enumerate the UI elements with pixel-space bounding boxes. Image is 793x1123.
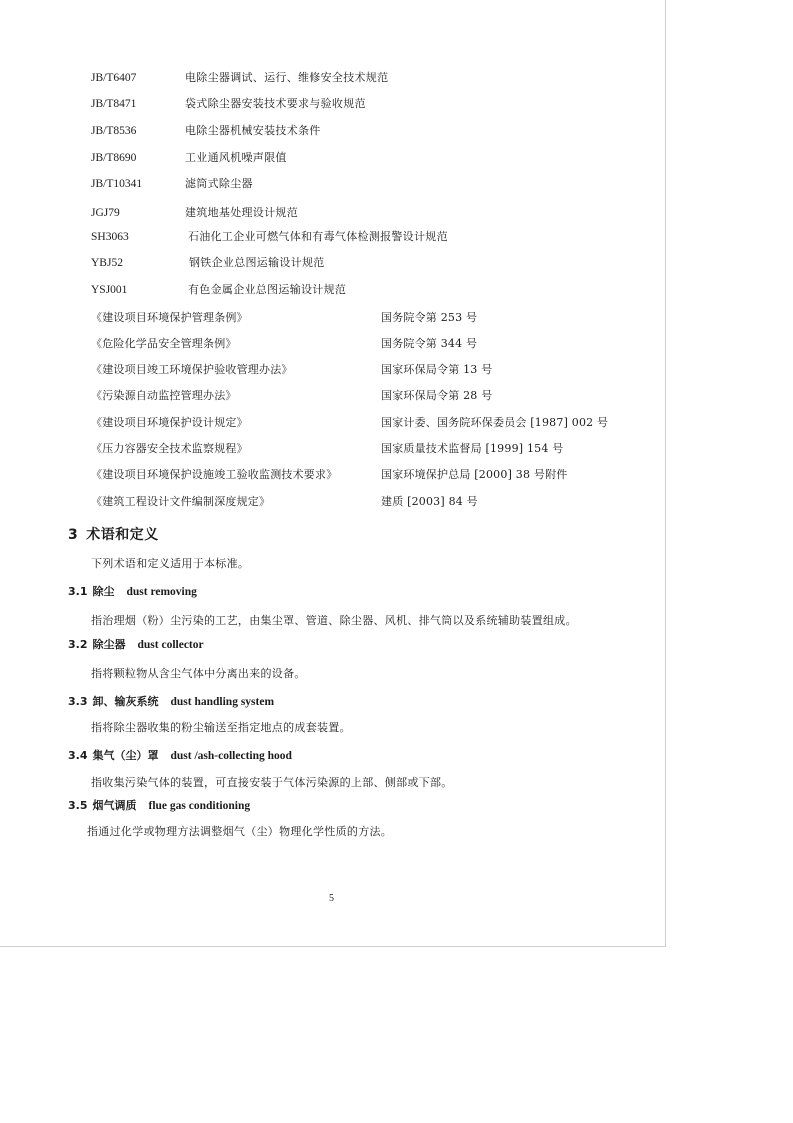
term-number: 3.2 (68, 638, 88, 651)
term-cn: 烟气调质 (92, 799, 137, 812)
regulation-name: 《建设项目竣工环境保护验收管理办法》 (91, 363, 293, 376)
term-cn: 除尘器 (92, 638, 126, 651)
regulation-issuer: 国家环境保护总局 [2000] 38 号附件 (381, 468, 568, 481)
term-number: 3.5 (68, 799, 88, 812)
regulation-name: 《压力容器安全技术监察规程》 (91, 442, 248, 455)
section-title: 术语和定义 (86, 527, 159, 543)
regulation-issuer: 国家计委、国务院环保委员会 [1987] 002 号 (381, 416, 609, 429)
standard-title: 工业通风机噪声限值 (185, 151, 287, 164)
regulation-issuer: 国务院令第 253 号 (381, 311, 478, 324)
standard-title: 电除尘器机械安装技术条件 (185, 124, 321, 137)
term-definition: 指通过化学或物理方法调整烟气（尘）物理化学性质的方法。 (87, 825, 393, 838)
standard-title: 有色金属企业总图运输设计规范 (188, 283, 347, 296)
regulation-issuer: 国家环保局令第 13 号 (381, 363, 493, 376)
standard-code: JB/T8536 (91, 125, 137, 137)
term-definition: 指将除尘器收集的粉尘输送至指定地点的成套装置。 (91, 721, 351, 734)
standard-code: JB/T8690 (91, 152, 137, 164)
standard-title: 滤筒式除尘器 (185, 177, 253, 190)
term-en: dust /ash-collecting hood (170, 750, 292, 762)
term-heading (68, 797, 250, 813)
standard-code: SH3063 (91, 231, 129, 243)
section-heading (68, 524, 159, 544)
regulation-name: 《危险化学品安全管理条例》 (91, 337, 237, 350)
term-definition: 指将颗粒物从含尘气体中分离出来的设备。 (91, 667, 306, 680)
term-heading (68, 747, 292, 763)
term-cn: 集气（尘）罩 (92, 749, 159, 762)
regulation-name: 《建筑工程设计文件编制深度规定》 (91, 495, 271, 508)
term-definition: 指治理烟（粉）尘污染的工艺，由集尘罩、管道、除尘器、风机、排气筒以及系统辅助装置组成。 (91, 614, 577, 627)
standard-code: JGJ79 (91, 207, 120, 219)
term-en: flue gas conditioning (148, 800, 251, 812)
standard-title: 电除尘器调试、运行、维修安全技术规范 (185, 71, 389, 84)
regulation-issuer: 国务院令第 344 号 (381, 337, 478, 350)
term-cn: 除尘 (92, 585, 115, 598)
standard-title: 袋式除尘器安装技术要求与验收规范 (185, 97, 366, 110)
term-heading (68, 693, 274, 709)
standard-title: 建筑地基处理设计规范 (185, 206, 298, 219)
page-number: 5 (329, 893, 334, 904)
term-number: 3.4 (68, 749, 88, 762)
standard-code: YBJ52 (91, 257, 123, 269)
section-number: 3 (68, 527, 79, 543)
term-heading (68, 636, 204, 652)
regulation-name: 《建设项目环境保护管理条例》 (91, 311, 248, 324)
regulation-name: 《污染源自动监控管理办法》 (91, 389, 237, 402)
term-number: 3.3 (68, 695, 88, 708)
term-en: dust removing (126, 586, 197, 598)
term-heading (68, 583, 197, 599)
regulation-name: 《建设项目环境保护设施竣工验收监测技术要求》 (91, 468, 338, 481)
term-definition: 指收集污染气体的装置，可直接安装于气体污染源的上部、侧部或下部。 (91, 776, 453, 789)
section-intro: 下列术语和定义适用于本标准。 (91, 557, 250, 570)
term-cn: 卸、输灰系统 (92, 695, 159, 708)
regulation-issuer: 建质 [2003] 84 号 (381, 495, 478, 508)
term-en: dust collector (137, 639, 204, 651)
standard-code: YSJ001 (91, 284, 128, 296)
standard-code: JB/T6407 (91, 72, 137, 84)
standard-code: JB/T10341 (91, 178, 143, 190)
standard-title: 石油化工企业可燃气体和有毒气体检测报警设计规范 (188, 230, 448, 243)
standard-title: 钢铁企业总图运输设计规范 (189, 256, 325, 269)
regulation-name: 《建设项目环境保护设计规定》 (91, 416, 248, 429)
term-number: 3.1 (68, 585, 88, 598)
term-en: dust handling system (170, 696, 275, 708)
regulation-issuer: 国家质量技术监督局 [1999] 154 号 (381, 442, 564, 455)
standard-code: JB/T8471 (91, 98, 137, 110)
regulation-issuer: 国家环保局令第 28 号 (381, 389, 493, 402)
